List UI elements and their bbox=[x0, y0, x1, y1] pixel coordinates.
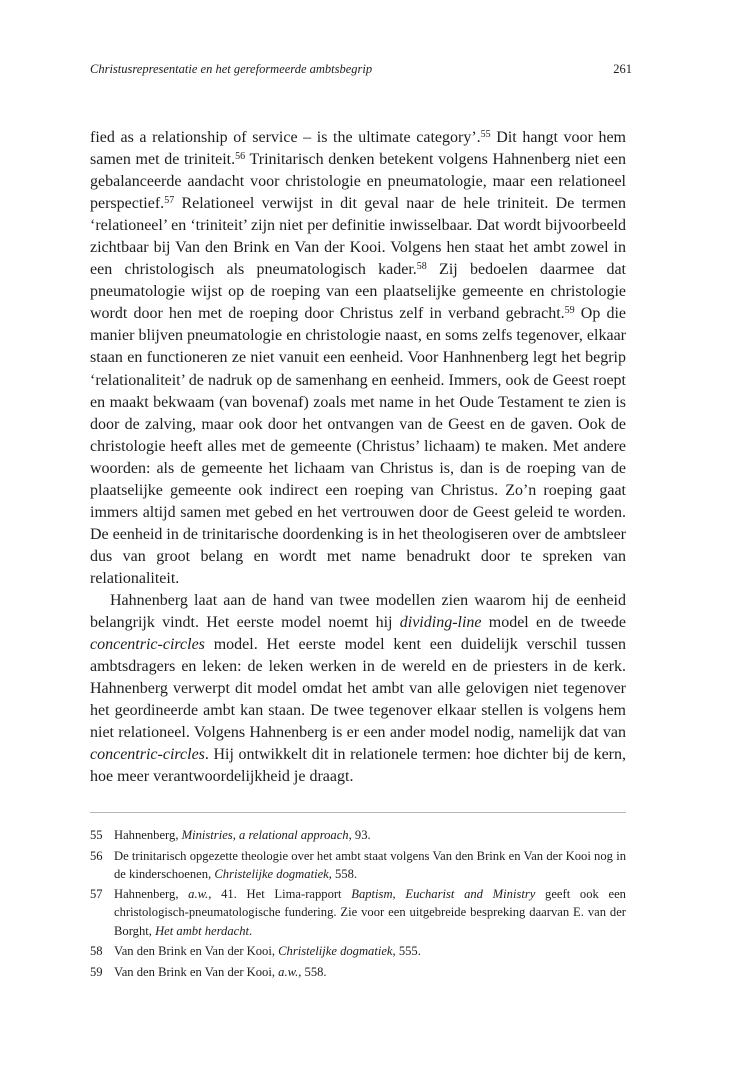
text-run: , 558. bbox=[328, 866, 358, 881]
text-run: fied as a relationship of service – is the ultimate category’. bbox=[90, 129, 481, 146]
running-title: Christusrepresentatie en het gereformeerde ambtsbegrip bbox=[90, 62, 373, 76]
footnotes bbox=[90, 826, 626, 983]
footnote-ref-57[interactable]: 57 bbox=[164, 195, 175, 207]
text-run: De trinitarisch opgezette theologie over het ambt staat volgens Van den Brink en Van der Kooi nog in de kinderschoenen, bbox=[114, 848, 626, 881]
text-run: model. Het eerste model kent een duidelijk verschil tussen ambtsdragers en leken: de leken werken in de wereld en de priesters in de kerk. Hahnenberg verwerpt dit model omdat het ambt van alle gelovigen niet tegenover het geordineerde ambt kan staan. De twee tegenover elkaar stellen is volgens hem niet relationeel. Volgens Hahnenberg is er een ander model nodig, namelijk dat van bbox=[90, 636, 626, 742]
footnote-number: 57 bbox=[90, 887, 103, 902]
footnote-text bbox=[114, 885, 626, 940]
text-run: . bbox=[249, 923, 253, 938]
italic-title: Christelijke dogmatiek bbox=[278, 944, 393, 959]
paragraph-2 bbox=[90, 590, 626, 788]
footnote-58 bbox=[90, 942, 626, 960]
italic-term: concentric-circles bbox=[90, 636, 205, 654]
footnote-text bbox=[114, 826, 626, 844]
text-run: 41. Het Lima-rapport bbox=[211, 887, 352, 902]
footnote-number: 55 bbox=[90, 828, 103, 842]
text-run: Trinitarisch denken betekent volgens Hahnenberg niet een gebalanceerde aandacht voor christologie en pneumatologie, maar een relationeel perspectief. bbox=[90, 151, 626, 213]
footnote-text bbox=[114, 963, 626, 981]
footnote-ref-56[interactable]: 56 bbox=[235, 151, 246, 163]
text-run: Relationeel verwijst in dit geval naar de hele triniteit. De termen ‘relationeel’ en ‘triniteit’ zijn niet per definitie inwisselbaar. Dat wordt bijvoorbeeld zichtbaar bij Van den Brink en Van der Kooi. Volgens hen staat het ambt zowel in een christologisch als pneumatologisch kader. bbox=[90, 195, 626, 279]
text-run: Hahnenberg, bbox=[114, 887, 189, 902]
text-run: Hahnenberg, bbox=[114, 828, 182, 842]
text-run: Van den Brink en Van der Kooi, bbox=[114, 944, 279, 959]
italic-title: a.w., bbox=[278, 964, 302, 979]
footnote-ref-58[interactable]: 58 bbox=[416, 261, 427, 273]
footnote-59 bbox=[90, 963, 626, 981]
footnote-text bbox=[114, 942, 626, 960]
text-run: Van den Brink en Van der Kooi, bbox=[114, 964, 279, 979]
italic-title: Christelijke dogmatiek bbox=[214, 866, 329, 881]
italic-title: a.w., bbox=[188, 887, 212, 902]
text-run: Hahnenberg laat aan de hand van twee modellen zien waarom hij de eenheid belangrijk vindt. Het eerste model noemt hij bbox=[90, 591, 626, 632]
italic-term: dividing-line bbox=[399, 614, 482, 632]
text-run: , 93. bbox=[348, 828, 371, 842]
text-run: 558. bbox=[301, 964, 327, 979]
text-run: Dit hangt voor hem samen met de triniteit. bbox=[90, 129, 626, 169]
footnote-55 bbox=[90, 826, 626, 844]
italic-title: Het ambt herdacht bbox=[155, 923, 250, 938]
text-run: Op die manier blijven pneumatologie en christologie naast, en soms zelfs tegenover, elkaar staan en functioneren ze niet vanuit een eenheid. Voor Hanhnenberg legt het begrip ‘relationaliteit’ de nadruk op de samenhang en eenheid. Immers, ook de Geest roept en maakt bekwaam (van bovenaf) zoals met name in het Oude Testament te zien is door de zalving, maar ook door het ontvangen van de Geest en de gaven. Ook de christologie heeft alles met de gemeente (Christus’ lichaam) te maken. Met andere woorden: als de gemeente het lichaam van Christus is, dan is de roeping van de plaatselijke gemeente ook indirect een roeping van Christus. Zo’n roeping gaat immers altijd samen met gebed en het vertrouwen door de Geest geleid te worden. De eenheid in de trinitarische doordenking is in het theologiseren over de ambtsleer dus van groot belang en wordt met name benadrukt door te spreken van relationaliteit. bbox=[90, 305, 626, 587]
main-text bbox=[90, 127, 626, 788]
italic-term: concentric-circles bbox=[90, 746, 205, 764]
running-header bbox=[90, 62, 632, 77]
paragraph-1 bbox=[90, 127, 626, 590]
footnote-divider bbox=[90, 812, 626, 813]
text-run: , 555. bbox=[392, 944, 421, 959]
text-run: . Hij ontwikkelt dit in relationele termen: hoe dichter bij de kern, hoe meer verantwoordelijkheid je draagt. bbox=[90, 746, 626, 786]
text-run: geeft ook een christologisch-pneumatologische fundering. Zie voor een uitgebreide bespreking daarvan E. van der Borght, bbox=[114, 887, 626, 938]
footnote-ref-55[interactable]: 55 bbox=[480, 129, 491, 140]
footnote-number: 58 bbox=[90, 944, 103, 959]
footnote-number: 56 bbox=[90, 848, 103, 863]
text-run: model en de tweede bbox=[481, 614, 626, 632]
text-run: Zij bedoelen daarmee dat pneumatologie wijst op de roeping van een plaatselijke gemeente en christologie wordt door hen met de roeping door Christus zelf in verband gebracht. bbox=[90, 261, 626, 323]
italic-title: Ministries, a relational approach bbox=[181, 828, 349, 842]
footnote-ref-59[interactable]: 59 bbox=[564, 305, 575, 317]
footnote-57 bbox=[90, 885, 626, 940]
italic-title: Baptism, Eucharist and Ministry bbox=[351, 887, 536, 902]
footnote-56 bbox=[90, 847, 626, 883]
footnote-text bbox=[114, 847, 626, 883]
page-number: 261 bbox=[613, 62, 632, 76]
footnote-number: 59 bbox=[90, 964, 103, 979]
